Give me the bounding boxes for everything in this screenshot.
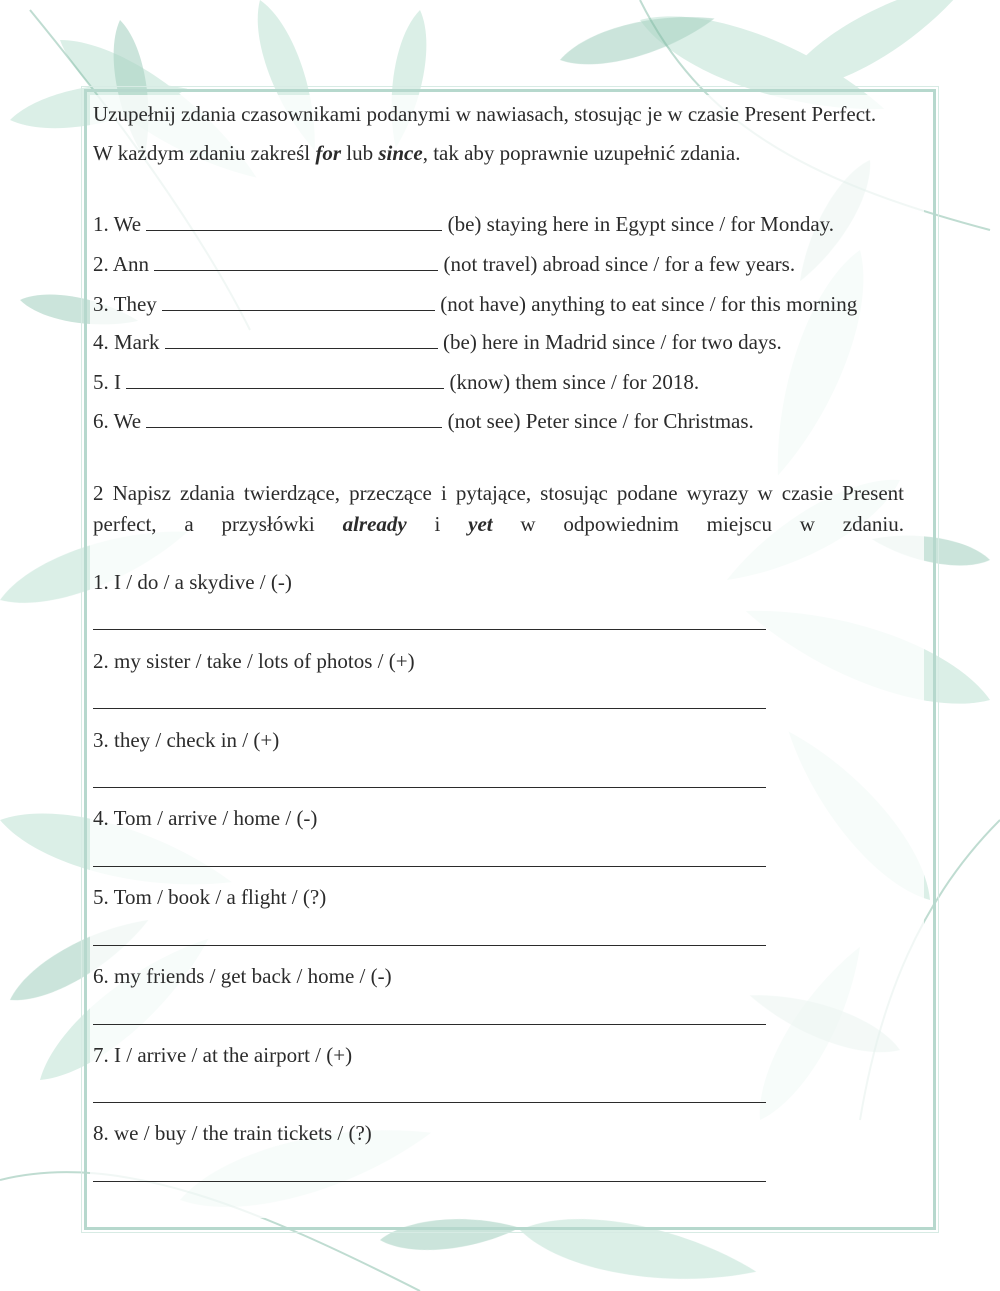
exercise1-item: 1. We (be) staying here in Egypt since / for Monday. [93,212,835,236]
answer-line[interactable] [93,866,766,867]
exercise2-prompt: 8. we / buy / the train tickets / (?) [93,1121,372,1145]
keyword-yet: yet [468,512,493,536]
instructions-1: Uzupełnij zdania czasownikami podanymi w nawiasach, stosując je w czasie Present Perfect. W każdym zdaniu zakreśl for lub since, tak aby poprawnie uzupełnić zdania. [93,102,877,165]
answer-line[interactable] [93,787,766,788]
exercise2-prompt: 1. I / do / a skydive / (-) [93,570,292,594]
exercise2-prompt: 3. they / check in / (+) [93,728,280,752]
answer-blank[interactable] [146,409,442,428]
exercise1-item: 3. They (not have) anything to eat since / for this morning [93,292,858,316]
exercise1-item: 6. We (not see) Peter since / for Christmas. [93,409,754,433]
keyword-for: for [315,141,342,165]
exercise1-item: 5. I (know) them since / for 2018. [93,370,700,394]
exercise2-prompt: 2. my sister / take / lots of photos / (+) [93,649,415,673]
exercise1-item: 2. Ann (not travel) abroad since / for a few years. [93,252,796,276]
exercise1-item: 4. Mark (be) here in Madrid since / for two days. [93,330,782,354]
answer-line[interactable] [93,945,766,946]
answer-line[interactable] [93,708,766,709]
keyword-already: already [342,512,407,536]
instructions-2: 2 Napisz zdania twierdzące, przeczące i pytające, stosując podane wyrazy w czasie Present perfect, a przysłówki already i yet w odpowiednim miejscu w zdaniu. [93,481,904,536]
answer-blank[interactable] [162,292,435,311]
answer-line[interactable] [93,629,766,630]
answer-blank[interactable] [165,330,438,349]
answer-line[interactable] [93,1102,766,1103]
exercise2-prompt: 4. Tom / arrive / home / (-) [93,806,318,830]
answer-blank[interactable] [146,212,442,231]
answer-blank[interactable] [126,370,444,389]
answer-line[interactable] [93,1181,766,1182]
answer-line[interactable] [93,1024,766,1025]
exercise2-prompt: 7. I / arrive / at the airport / (+) [93,1043,353,1067]
keyword-since: since [378,141,423,165]
exercise2-prompt: 6. my friends / get back / home / (-) [93,964,392,988]
answer-blank[interactable] [154,252,438,271]
exercise2-prompt: 5. Tom / book / a flight / (?) [93,885,327,909]
